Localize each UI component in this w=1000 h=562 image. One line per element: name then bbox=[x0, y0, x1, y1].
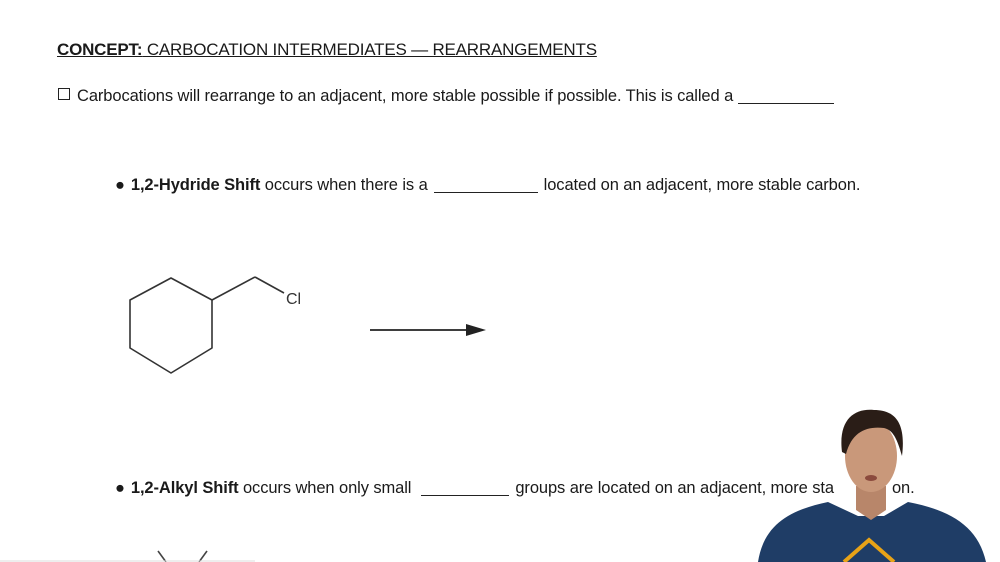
bullet-icon: ● bbox=[115, 479, 125, 497]
hydride-shift-text-before: occurs when there is a bbox=[260, 176, 428, 194]
intro-text: Carbocations will rearrange to an adjacent, more stable possible if possible. This is called a bbox=[77, 87, 734, 105]
bullet-icon: ● bbox=[115, 176, 125, 194]
cyclohexane-ring bbox=[130, 278, 212, 373]
alkyl-shift-text-tail: on. bbox=[891, 479, 915, 497]
alkyl-shift-text-after: groups are located on an adjacent, more sta bbox=[515, 479, 834, 497]
partial-structure-bottom bbox=[0, 551, 255, 562]
instructor-video-overlay bbox=[750, 400, 1000, 562]
hydride-shift-term: 1,2-Hydride Shift bbox=[130, 176, 261, 194]
alkyl-shift-term: 1,2-Alkyl Shift bbox=[130, 479, 239, 497]
chlorine-label: Cl bbox=[286, 291, 302, 308]
chloromethyl-bond bbox=[212, 277, 284, 300]
title-lead: CONCEPT: bbox=[57, 40, 143, 59]
alkyl-shift-blank bbox=[421, 481, 509, 496]
hydride-shift-text-after: located on an adjacent, more stable carbon. bbox=[543, 176, 861, 194]
title-text: CARBOCATION INTERMEDIATES — REARRANGEMENTS bbox=[142, 40, 597, 59]
reaction-arrow-icon bbox=[370, 324, 486, 336]
alkyl-shift-text-before: occurs when only small bbox=[238, 479, 412, 497]
mouth bbox=[865, 475, 877, 481]
